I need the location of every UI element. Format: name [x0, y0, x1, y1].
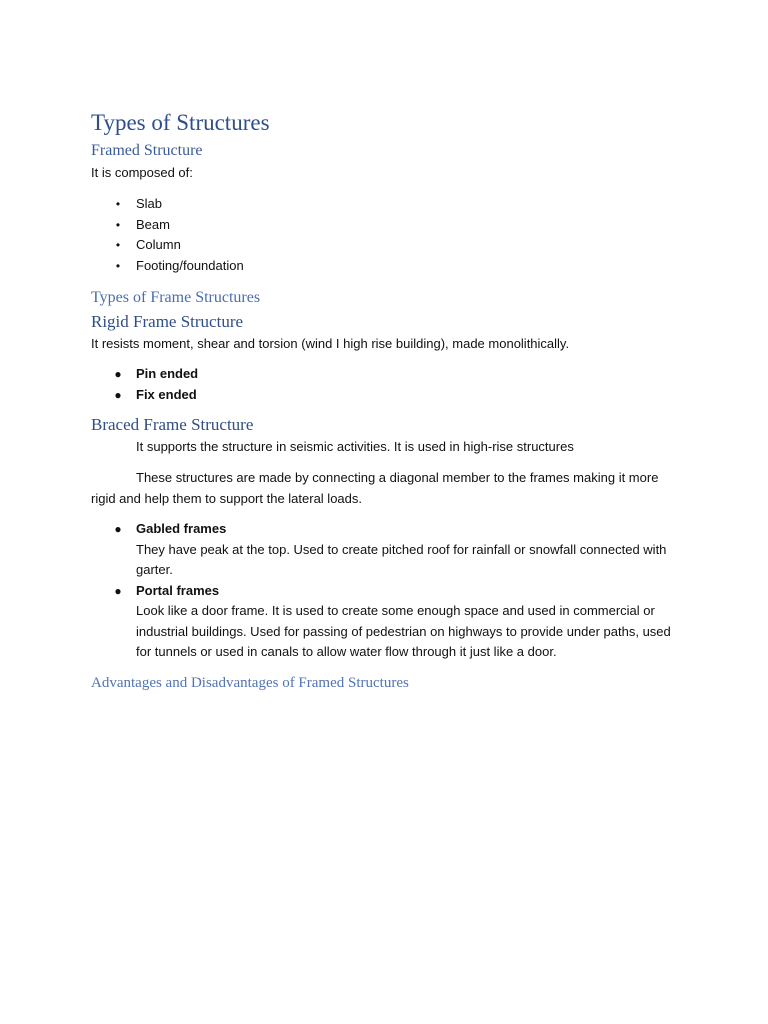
document-content: [91, 108, 681, 694]
gabled-frames-description: They have peak at the top. Used to create pitched roof for rainfall or snowfall connected with garter.: [136, 541, 667, 577]
bullet-icon: ●: [114, 367, 122, 381]
bullet-icon: ●: [114, 522, 122, 536]
framed-structure-heading: Framed Structure: [91, 142, 203, 159]
list-item: ● Portal frames Look like a door frame. It is used to create some enough space and used in commercial or industrial buildings. Used for passing of pedestrian on highways to provide under paths, used for tunnels or used in canals to allow water flow through it just like a door.: [91, 581, 681, 663]
list-item: ● Gabled frames They have peak at the top. Used to create pitched roof for rainfall or snowfall connected with garter.: [91, 519, 681, 581]
rigid-kinds-list: [91, 364, 681, 405]
list-item: ● Fix ended: [91, 385, 681, 406]
rigid-frame-heading: Rigid Frame Structure: [91, 312, 244, 331]
list-item: • Slab: [91, 194, 681, 215]
bullet-icon: •: [115, 238, 121, 252]
portal-frames-description: Look like a door frame. It is used to create some enough space and used in commercial or industrial buildings. Used for passing of pedestrian on highways to provide under paths, used for tunnels or used in canals to allow water flow through it just like a door.: [136, 603, 671, 659]
framed-intro: It is composed of:: [91, 165, 193, 180]
bullet-icon: •: [115, 197, 121, 211]
braced-paragraph-1: It supports the structure in seismic activities. It is used in high-rise structures: [136, 439, 574, 454]
advantages-heading: Advantages and Disadvantages of Framed Structures: [91, 674, 409, 691]
list-item: ● Pin ended: [91, 364, 681, 385]
braced-paragraph-2: These structures are made by connecting a diagonal member to the frames making it more rigid and help them to support the lateral loads.: [91, 470, 659, 506]
bullet-icon: ●: [114, 583, 122, 598]
bullet-icon: •: [115, 217, 121, 232]
rigid-description: It resists moment, shear and torsion (wind I high rise building), made monolithically.: [91, 336, 570, 351]
bullet-icon: ●: [114, 387, 122, 402]
braced-kinds-list: [91, 519, 681, 663]
list-item: • Column: [91, 235, 681, 256]
types-of-frame-heading: Types of Frame Structures: [91, 289, 261, 306]
braced-frame-heading: Braced Frame Structure: [91, 415, 254, 434]
bullet-icon: •: [115, 258, 121, 273]
list-item: • Footing/foundation: [91, 256, 681, 277]
framed-components-list: [91, 194, 681, 276]
document-title: Types of Structures: [91, 110, 270, 135]
list-item: • Beam: [91, 215, 681, 236]
